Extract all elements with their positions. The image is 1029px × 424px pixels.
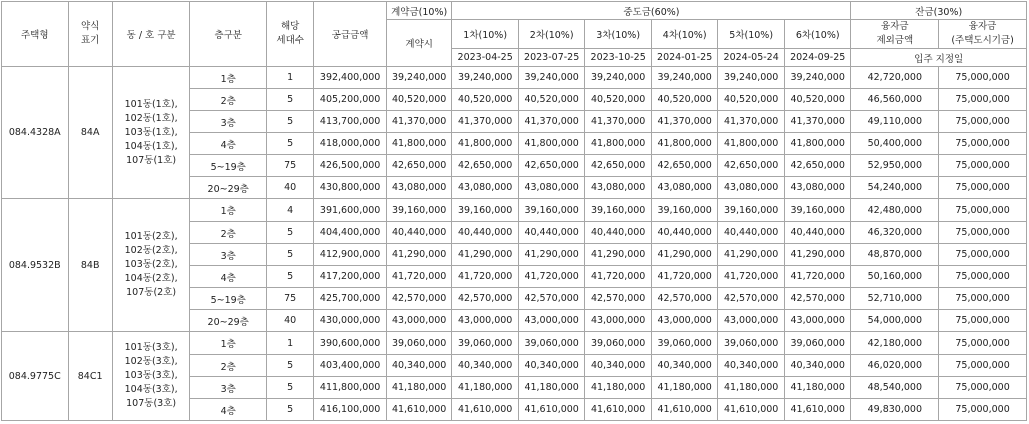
- supply-price-cell: 425,700,000: [314, 288, 387, 310]
- housing-type-cell: 084.9775C: [2, 332, 69, 421]
- installment-cell: 41,610,000: [518, 399, 585, 421]
- installment-cell: 41,370,000: [518, 111, 585, 133]
- installment-cell: 40,440,000: [784, 222, 851, 244]
- supply-price-cell: 417,200,000: [314, 266, 387, 288]
- floor-cell: 1층: [190, 332, 267, 355]
- balance-excl-cell: 42,720,000: [851, 67, 939, 89]
- installment-cell: 41,180,000: [784, 377, 851, 399]
- installment-cell: 43,080,000: [784, 177, 851, 199]
- units-cell: 5: [267, 377, 314, 399]
- installment-cell: 41,370,000: [585, 111, 652, 133]
- installment-cell: 39,160,000: [651, 199, 718, 222]
- abbr-cell: 84B: [68, 199, 112, 332]
- deposit-cell: 41,370,000: [386, 111, 452, 133]
- installment-cell: 39,160,000: [585, 199, 652, 222]
- balance-excl-cell: 54,000,000: [851, 310, 939, 332]
- installment-cell: 40,340,000: [518, 355, 585, 377]
- units-cell: 5: [267, 89, 314, 111]
- balance-loan-cell: 75,000,000: [939, 266, 1027, 288]
- installment-cell: 40,520,000: [585, 89, 652, 111]
- floor-cell: 5~19층: [190, 155, 267, 177]
- deposit-cell: 42,570,000: [386, 288, 452, 310]
- header-installment-date: 2024-05-24: [718, 49, 785, 67]
- table-row: [2, 199, 1027, 222]
- installment-cell: 42,570,000: [718, 288, 785, 310]
- installment-cell: 43,000,000: [452, 310, 519, 332]
- header-dong-ho: 동 / 호 구분: [112, 2, 190, 67]
- installment-cell: 42,650,000: [784, 155, 851, 177]
- installment-cell: 41,370,000: [784, 111, 851, 133]
- dong-ho-cell: 101동(1호), 102동(1호), 103동(1호), 104동(1호), 107동(1호): [112, 67, 190, 199]
- installment-cell: 39,160,000: [718, 199, 785, 222]
- header-housing-type: 주택형: [2, 2, 69, 67]
- installment-cell: 40,440,000: [651, 222, 718, 244]
- balance-loan-cell: 75,000,000: [939, 355, 1027, 377]
- table-row: [2, 332, 1027, 355]
- header-balance-when: 입주 지정일: [851, 49, 1027, 67]
- installment-cell: 39,060,000: [518, 332, 585, 355]
- balance-excl-cell: 46,560,000: [851, 89, 939, 111]
- units-cell: 1: [267, 67, 314, 89]
- installment-cell: 42,650,000: [651, 155, 718, 177]
- deposit-cell: 40,440,000: [386, 222, 452, 244]
- table-body: [2, 67, 1027, 421]
- floor-cell: 20~29층: [190, 310, 267, 332]
- floor-cell: 3층: [190, 244, 267, 266]
- supply-price-cell: 413,700,000: [314, 111, 387, 133]
- installment-cell: 39,060,000: [452, 332, 519, 355]
- installment-cell: 40,440,000: [718, 222, 785, 244]
- balance-loan-cell: 75,000,000: [939, 155, 1027, 177]
- installment-cell: 43,080,000: [651, 177, 718, 199]
- units-cell: 75: [267, 288, 314, 310]
- installment-cell: 41,290,000: [452, 244, 519, 266]
- header-abbr: 약식 표기: [68, 2, 112, 67]
- floor-cell: 2층: [190, 222, 267, 244]
- supply-price-cell: 404,400,000: [314, 222, 387, 244]
- installment-cell: 41,800,000: [518, 133, 585, 155]
- installment-cell: 39,240,000: [718, 67, 785, 89]
- floor-cell: 2층: [190, 89, 267, 111]
- installment-cell: 41,610,000: [718, 399, 785, 421]
- balance-loan-cell: 75,000,000: [939, 111, 1027, 133]
- floor-cell: 3층: [190, 377, 267, 399]
- price-table: [1, 1, 1027, 421]
- deposit-cell: 41,180,000: [386, 377, 452, 399]
- installment-cell: 42,570,000: [784, 288, 851, 310]
- units-cell: 5: [267, 244, 314, 266]
- abbr-cell: 84A: [68, 67, 112, 199]
- units-cell: 5: [267, 355, 314, 377]
- supply-price-cell: 392,400,000: [314, 67, 387, 89]
- table-row: [2, 67, 1027, 89]
- installment-cell: 40,340,000: [452, 355, 519, 377]
- table-header: [2, 2, 1027, 67]
- deposit-cell: 40,340,000: [386, 355, 452, 377]
- installment-cell: 41,370,000: [718, 111, 785, 133]
- installment-cell: 43,000,000: [651, 310, 718, 332]
- header-balance-excl: 융자금 제외금액: [851, 20, 939, 49]
- units-cell: 4: [267, 199, 314, 222]
- supply-price-cell: 411,800,000: [314, 377, 387, 399]
- header-deposit-group: 계약금(10%): [386, 2, 452, 20]
- deposit-cell: 43,000,000: [386, 310, 452, 332]
- installment-cell: 39,160,000: [784, 199, 851, 222]
- dong-ho-cell: 101동(3호), 102동(3호), 103동(3호), 104동(3호), 107동(3호): [112, 332, 190, 421]
- installment-cell: 42,570,000: [651, 288, 718, 310]
- supply-price-cell: 426,500,000: [314, 155, 387, 177]
- balance-loan-cell: 75,000,000: [939, 222, 1027, 244]
- floor-cell: 1층: [190, 199, 267, 222]
- units-cell: 40: [267, 177, 314, 199]
- installment-cell: 39,060,000: [718, 332, 785, 355]
- installment-cell: 40,340,000: [784, 355, 851, 377]
- header-units: 해당 세대수: [267, 2, 314, 67]
- balance-loan-cell: 75,000,000: [939, 67, 1027, 89]
- header-installment-date: 2024-09-25: [784, 49, 851, 67]
- installment-cell: 42,650,000: [585, 155, 652, 177]
- units-cell: 5: [267, 266, 314, 288]
- balance-excl-cell: 50,400,000: [851, 133, 939, 155]
- installment-cell: 41,290,000: [518, 244, 585, 266]
- balance-excl-cell: 54,240,000: [851, 177, 939, 199]
- installment-cell: 43,000,000: [784, 310, 851, 332]
- installment-cell: 42,650,000: [718, 155, 785, 177]
- floor-cell: 4층: [190, 133, 267, 155]
- installment-cell: 43,000,000: [718, 310, 785, 332]
- installment-cell: 43,080,000: [585, 177, 652, 199]
- balance-loan-cell: 75,000,000: [939, 177, 1027, 199]
- installment-cell: 40,520,000: [718, 89, 785, 111]
- deposit-cell: 39,060,000: [386, 332, 452, 355]
- header-installment-label: 1차(10%): [452, 20, 519, 49]
- header-installment-date: 2023-07-25: [518, 49, 585, 67]
- installment-cell: 41,800,000: [585, 133, 652, 155]
- installment-cell: 41,370,000: [452, 111, 519, 133]
- deposit-cell: 42,650,000: [386, 155, 452, 177]
- installment-cell: 42,650,000: [518, 155, 585, 177]
- balance-excl-cell: 49,110,000: [851, 111, 939, 133]
- balance-excl-cell: 52,710,000: [851, 288, 939, 310]
- installment-cell: 41,290,000: [784, 244, 851, 266]
- installment-cell: 40,520,000: [784, 89, 851, 111]
- deposit-cell: 41,610,000: [386, 399, 452, 421]
- header-installment-date: 2024-01-25: [651, 49, 718, 67]
- header-floor: 층구분: [190, 2, 267, 67]
- installment-cell: 41,180,000: [452, 377, 519, 399]
- header-installment-label: 5차(10%): [718, 20, 785, 49]
- balance-loan-cell: 75,000,000: [939, 199, 1027, 222]
- header-installment-label: 6차(10%): [784, 20, 851, 49]
- deposit-cell: 43,080,000: [386, 177, 452, 199]
- installment-cell: 41,720,000: [452, 266, 519, 288]
- balance-excl-cell: 52,950,000: [851, 155, 939, 177]
- balance-excl-cell: 48,540,000: [851, 377, 939, 399]
- installment-cell: 41,180,000: [585, 377, 652, 399]
- installment-cell: 40,440,000: [518, 222, 585, 244]
- units-cell: 5: [267, 399, 314, 421]
- installment-cell: 41,800,000: [452, 133, 519, 155]
- supply-price-cell: 405,200,000: [314, 89, 387, 111]
- header-installment-label: 2차(10%): [518, 20, 585, 49]
- installment-cell: 39,240,000: [585, 67, 652, 89]
- installment-cell: 43,080,000: [518, 177, 585, 199]
- installment-cell: 40,340,000: [718, 355, 785, 377]
- floor-cell: 1층: [190, 67, 267, 89]
- deposit-cell: 39,240,000: [386, 67, 452, 89]
- deposit-cell: 40,520,000: [386, 89, 452, 111]
- deposit-cell: 39,160,000: [386, 199, 452, 222]
- installment-cell: 39,240,000: [518, 67, 585, 89]
- installment-cell: 41,800,000: [784, 133, 851, 155]
- header-middle-group: 중도금(60%): [452, 2, 851, 20]
- installment-cell: 41,720,000: [651, 266, 718, 288]
- header-installment-label: 3차(10%): [585, 20, 652, 49]
- deposit-cell: 41,720,000: [386, 266, 452, 288]
- installment-cell: 41,180,000: [518, 377, 585, 399]
- installment-cell: 43,080,000: [452, 177, 519, 199]
- installment-cell: 43,080,000: [718, 177, 785, 199]
- header-balance-loan: 융자금 (주택도시기금): [939, 20, 1027, 49]
- balance-loan-cell: 75,000,000: [939, 310, 1027, 332]
- balance-loan-cell: 75,000,000: [939, 244, 1027, 266]
- installment-cell: 42,570,000: [452, 288, 519, 310]
- balance-loan-cell: 75,000,000: [939, 288, 1027, 310]
- installment-cell: 43,000,000: [518, 310, 585, 332]
- installment-cell: 41,800,000: [651, 133, 718, 155]
- units-cell: 5: [267, 133, 314, 155]
- installment-cell: 40,520,000: [452, 89, 519, 111]
- installment-cell: 41,290,000: [651, 244, 718, 266]
- installment-cell: 41,610,000: [784, 399, 851, 421]
- header-balance-group: 잔금(30%): [851, 2, 1027, 20]
- deposit-cell: 41,800,000: [386, 133, 452, 155]
- installment-cell: 39,060,000: [784, 332, 851, 355]
- supply-price-cell: 416,100,000: [314, 399, 387, 421]
- installment-cell: 43,000,000: [585, 310, 652, 332]
- balance-loan-cell: 75,000,000: [939, 399, 1027, 421]
- header-installment-label: 4차(10%): [651, 20, 718, 49]
- installment-cell: 41,370,000: [651, 111, 718, 133]
- installment-cell: 39,240,000: [651, 67, 718, 89]
- supply-price-cell: 430,800,000: [314, 177, 387, 199]
- installment-cell: 41,610,000: [452, 399, 519, 421]
- installment-cell: 41,610,000: [585, 399, 652, 421]
- installment-cell: 42,650,000: [452, 155, 519, 177]
- floor-cell: 4층: [190, 266, 267, 288]
- header-deposit-when: 계약시: [386, 20, 452, 67]
- balance-excl-cell: 42,480,000: [851, 199, 939, 222]
- installment-cell: 41,610,000: [651, 399, 718, 421]
- installment-cell: 41,720,000: [518, 266, 585, 288]
- balance-loan-cell: 75,000,000: [939, 332, 1027, 355]
- housing-type-cell: 084.9532B: [2, 199, 69, 332]
- supply-price-cell: 391,600,000: [314, 199, 387, 222]
- balance-excl-cell: 46,320,000: [851, 222, 939, 244]
- balance-loan-cell: 75,000,000: [939, 133, 1027, 155]
- installment-cell: 41,290,000: [718, 244, 785, 266]
- supply-price-cell: 390,600,000: [314, 332, 387, 355]
- installment-cell: 40,340,000: [585, 355, 652, 377]
- floor-cell: 20~29층: [190, 177, 267, 199]
- balance-excl-cell: 46,020,000: [851, 355, 939, 377]
- installment-cell: 41,720,000: [585, 266, 652, 288]
- deposit-cell: 41,290,000: [386, 244, 452, 266]
- units-cell: 40: [267, 310, 314, 332]
- installment-cell: 39,160,000: [518, 199, 585, 222]
- housing-type-cell: 084.4328A: [2, 67, 69, 199]
- balance-excl-cell: 42,180,000: [851, 332, 939, 355]
- installment-cell: 39,160,000: [452, 199, 519, 222]
- abbr-cell: 84C1: [68, 332, 112, 421]
- units-cell: 5: [267, 111, 314, 133]
- supply-price-cell: 430,000,000: [314, 310, 387, 332]
- supply-price-cell: 412,900,000: [314, 244, 387, 266]
- balance-excl-cell: 50,160,000: [851, 266, 939, 288]
- installment-cell: 41,720,000: [718, 266, 785, 288]
- units-cell: 75: [267, 155, 314, 177]
- header-supply-price: 공급금액: [314, 2, 387, 67]
- floor-cell: 2층: [190, 355, 267, 377]
- installment-cell: 41,800,000: [718, 133, 785, 155]
- installment-cell: 39,060,000: [585, 332, 652, 355]
- installment-cell: 39,240,000: [452, 67, 519, 89]
- supply-price-cell: 403,400,000: [314, 355, 387, 377]
- installment-cell: 42,570,000: [518, 288, 585, 310]
- installment-cell: 40,520,000: [651, 89, 718, 111]
- balance-excl-cell: 48,870,000: [851, 244, 939, 266]
- installment-cell: 40,340,000: [651, 355, 718, 377]
- installment-cell: 42,570,000: [585, 288, 652, 310]
- installment-cell: 40,440,000: [585, 222, 652, 244]
- dong-ho-cell: 101동(2호), 102동(2호), 103동(2호), 104동(2호), 107동(2호): [112, 199, 190, 332]
- installment-cell: 41,180,000: [718, 377, 785, 399]
- balance-loan-cell: 75,000,000: [939, 377, 1027, 399]
- installment-cell: 39,060,000: [651, 332, 718, 355]
- units-cell: 1: [267, 332, 314, 355]
- installment-cell: 40,520,000: [518, 89, 585, 111]
- floor-cell: 3층: [190, 111, 267, 133]
- balance-excl-cell: 49,830,000: [851, 399, 939, 421]
- units-cell: 5: [267, 222, 314, 244]
- floor-cell: 5~19층: [190, 288, 267, 310]
- supply-price-cell: 418,000,000: [314, 133, 387, 155]
- floor-cell: 4층: [190, 399, 267, 421]
- installment-cell: 41,290,000: [585, 244, 652, 266]
- balance-loan-cell: 75,000,000: [939, 89, 1027, 111]
- installment-cell: 40,440,000: [452, 222, 519, 244]
- installment-cell: 41,180,000: [651, 377, 718, 399]
- installment-cell: 39,240,000: [784, 67, 851, 89]
- installment-cell: 41,720,000: [784, 266, 851, 288]
- header-installment-date: 2023-04-25: [452, 49, 519, 67]
- header-installment-date: 2023-10-25: [585, 49, 652, 67]
